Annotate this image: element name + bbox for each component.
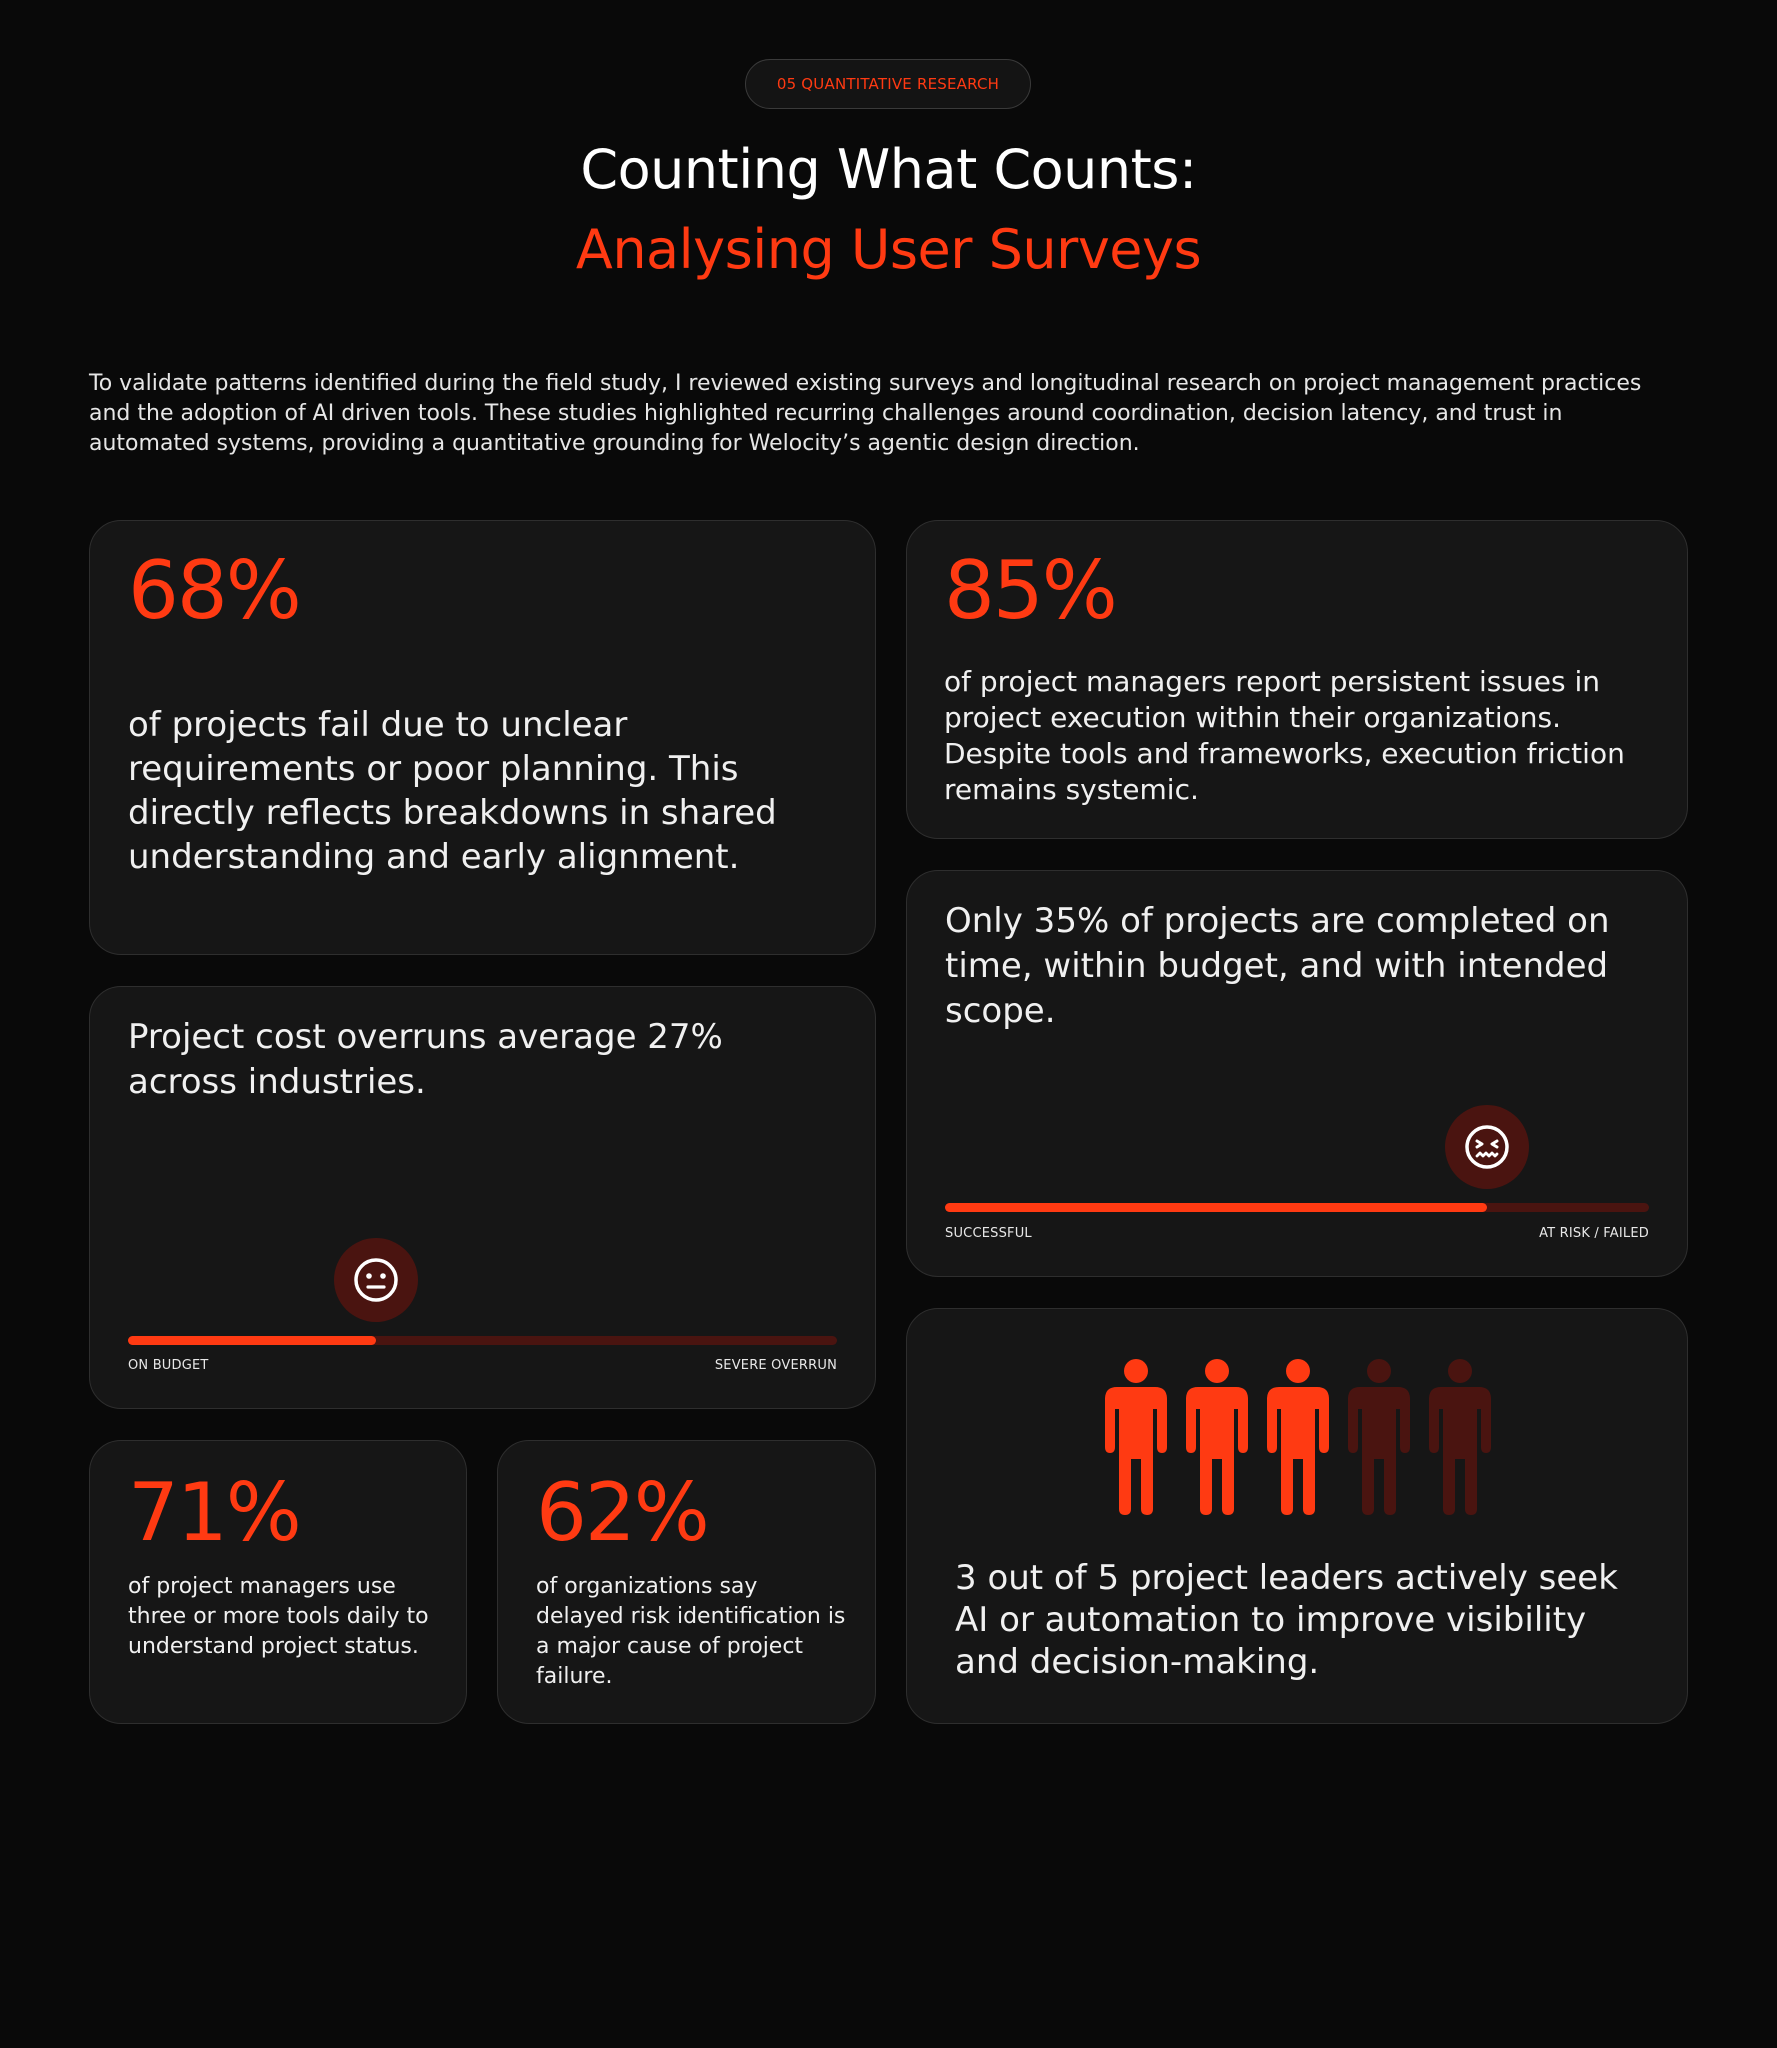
cost-progress-fill — [128, 1336, 376, 1345]
stat-card-tools — [89, 1440, 467, 1724]
stat-value: 62% — [536, 1466, 708, 1559]
page-subtitle: Analysing User Surveys — [575, 218, 1202, 281]
stat-description: of project managers use three or more tools daily to understand project status. — [128, 1574, 429, 1659]
stat-description: Project cost overruns average 27% across industries. — [128, 1017, 723, 1102]
scale-label-left: ON BUDGET — [128, 1358, 209, 1373]
stat-card-failure — [89, 520, 876, 955]
stat-value: 85% — [944, 544, 1116, 637]
stat-description: 3 out of 5 project leaders actively seek AI or automation to improve visibility and decision-making. — [955, 1558, 1618, 1682]
stat-description: of project managers report persistent issues in project execution within their organizations. Despite tools and frameworks, execution friction remains systemic. — [944, 665, 1625, 806]
person-icon — [1346, 1359, 1412, 1515]
person-icon — [1427, 1359, 1493, 1515]
stat-description: of organizations say delayed risk identification is a major cause of project failure. — [536, 1574, 846, 1689]
completion-progress-fill — [945, 1203, 1487, 1212]
person-icon — [1265, 1359, 1331, 1515]
people-icon-row — [1103, 1359, 1493, 1519]
completion-progress-track — [945, 1203, 1649, 1212]
person-icon — [1184, 1359, 1250, 1515]
scale-label-right: SEVERE OVERRUN — [714, 1358, 837, 1373]
stat-value: 71% — [128, 1466, 300, 1559]
neutral-face-icon — [334, 1238, 418, 1322]
stat-description: of projects fail due to unclear requirements or poor planning. This directly reflects breakdowns in shared understanding and early alignment. — [128, 705, 777, 877]
section-badge: 05 QUANTITATIVE RESEARCH — [745, 59, 1031, 109]
stat-card-cost — [89, 986, 876, 1409]
scale-label-left: SUCCESSFUL — [945, 1226, 1032, 1241]
stat-card-completion — [906, 870, 1688, 1277]
stat-card-risk — [497, 1440, 876, 1724]
stat-card-issues — [906, 520, 1688, 839]
person-icon — [1103, 1359, 1169, 1515]
stat-value: 68% — [128, 544, 300, 637]
stat-description: Only 35% of projects are completed on time, within budget, and with intended scope. — [945, 901, 1610, 1031]
cost-progress-track — [128, 1336, 837, 1345]
page-title: Counting What Counts: — [580, 138, 1197, 201]
intro-paragraph: To validate patterns identified during the field study, I reviewed existing surveys and longitudinal research on project management practices and the adoption of AI driven tools. These studies highlighted recurring challenges around coordination, decision latency, and trust in automated systems, providing a quantitative grounding for Welocity’s agentic design direction. — [89, 371, 1642, 456]
distressed-face-icon — [1445, 1105, 1529, 1189]
stat-card-leaders — [906, 1308, 1688, 1724]
scale-label-right: AT RISK / FAILED — [1539, 1226, 1649, 1241]
